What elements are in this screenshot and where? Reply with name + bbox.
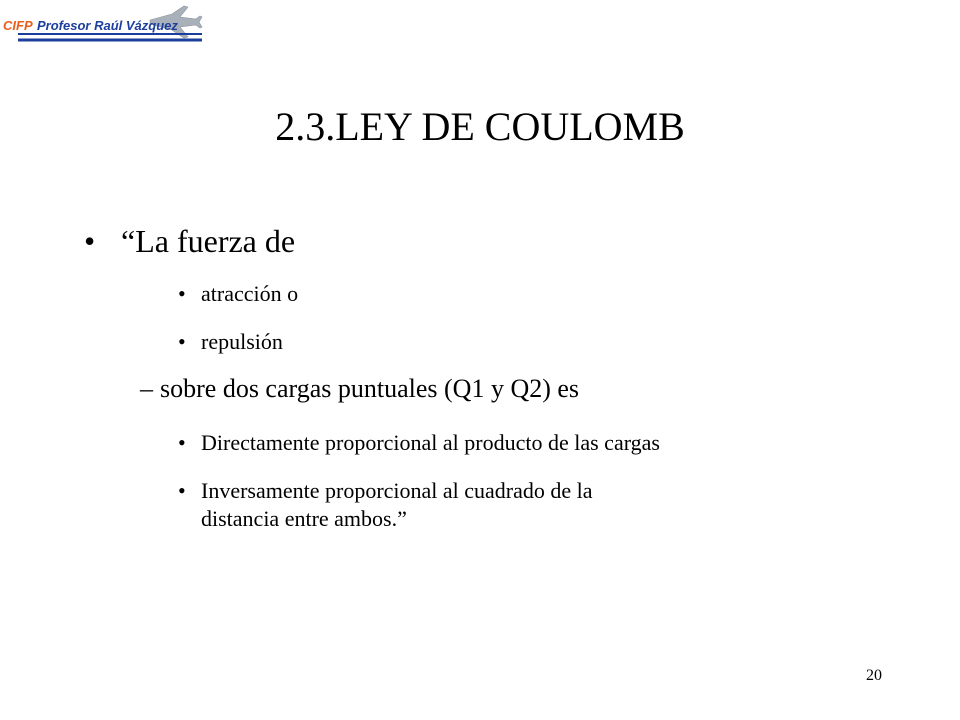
sub-bullet-inversamente-line1: Inversamente proporcional al cuadrado de la [201,478,593,503]
dash-marker: – [140,374,153,403]
dash-item-text: sobre dos cargas puntuales (Q1 y Q2) es [160,374,580,403]
sub-bullet-marker: • [178,478,186,503]
brand-label: CIFP [3,18,33,33]
sub-bullet-inversamente-line2: distancia entre ambos.” [201,506,407,531]
header-logo-graphic [0,0,205,48]
sub-bullet-marker: • [178,430,186,455]
bullet-marker: • [84,223,96,259]
sub-bullet-marker: • [178,329,186,354]
sub-bullet-directamente: Directamente proporcional al producto de las cargas [201,430,660,455]
sub-bullet-marker: • [178,281,186,306]
bullet-text-main: “La fuerza de [121,223,296,259]
sub-bullet-atraccion: atracción o [201,281,299,306]
header-logo [0,0,205,48]
author-label: Profesor Raúl Vázquez [37,18,178,33]
slide-title: 2.3.LEY DE COULOMB [275,104,685,149]
page-number: 20 [866,667,882,684]
sub-bullet-repulsion: repulsión [201,329,283,354]
